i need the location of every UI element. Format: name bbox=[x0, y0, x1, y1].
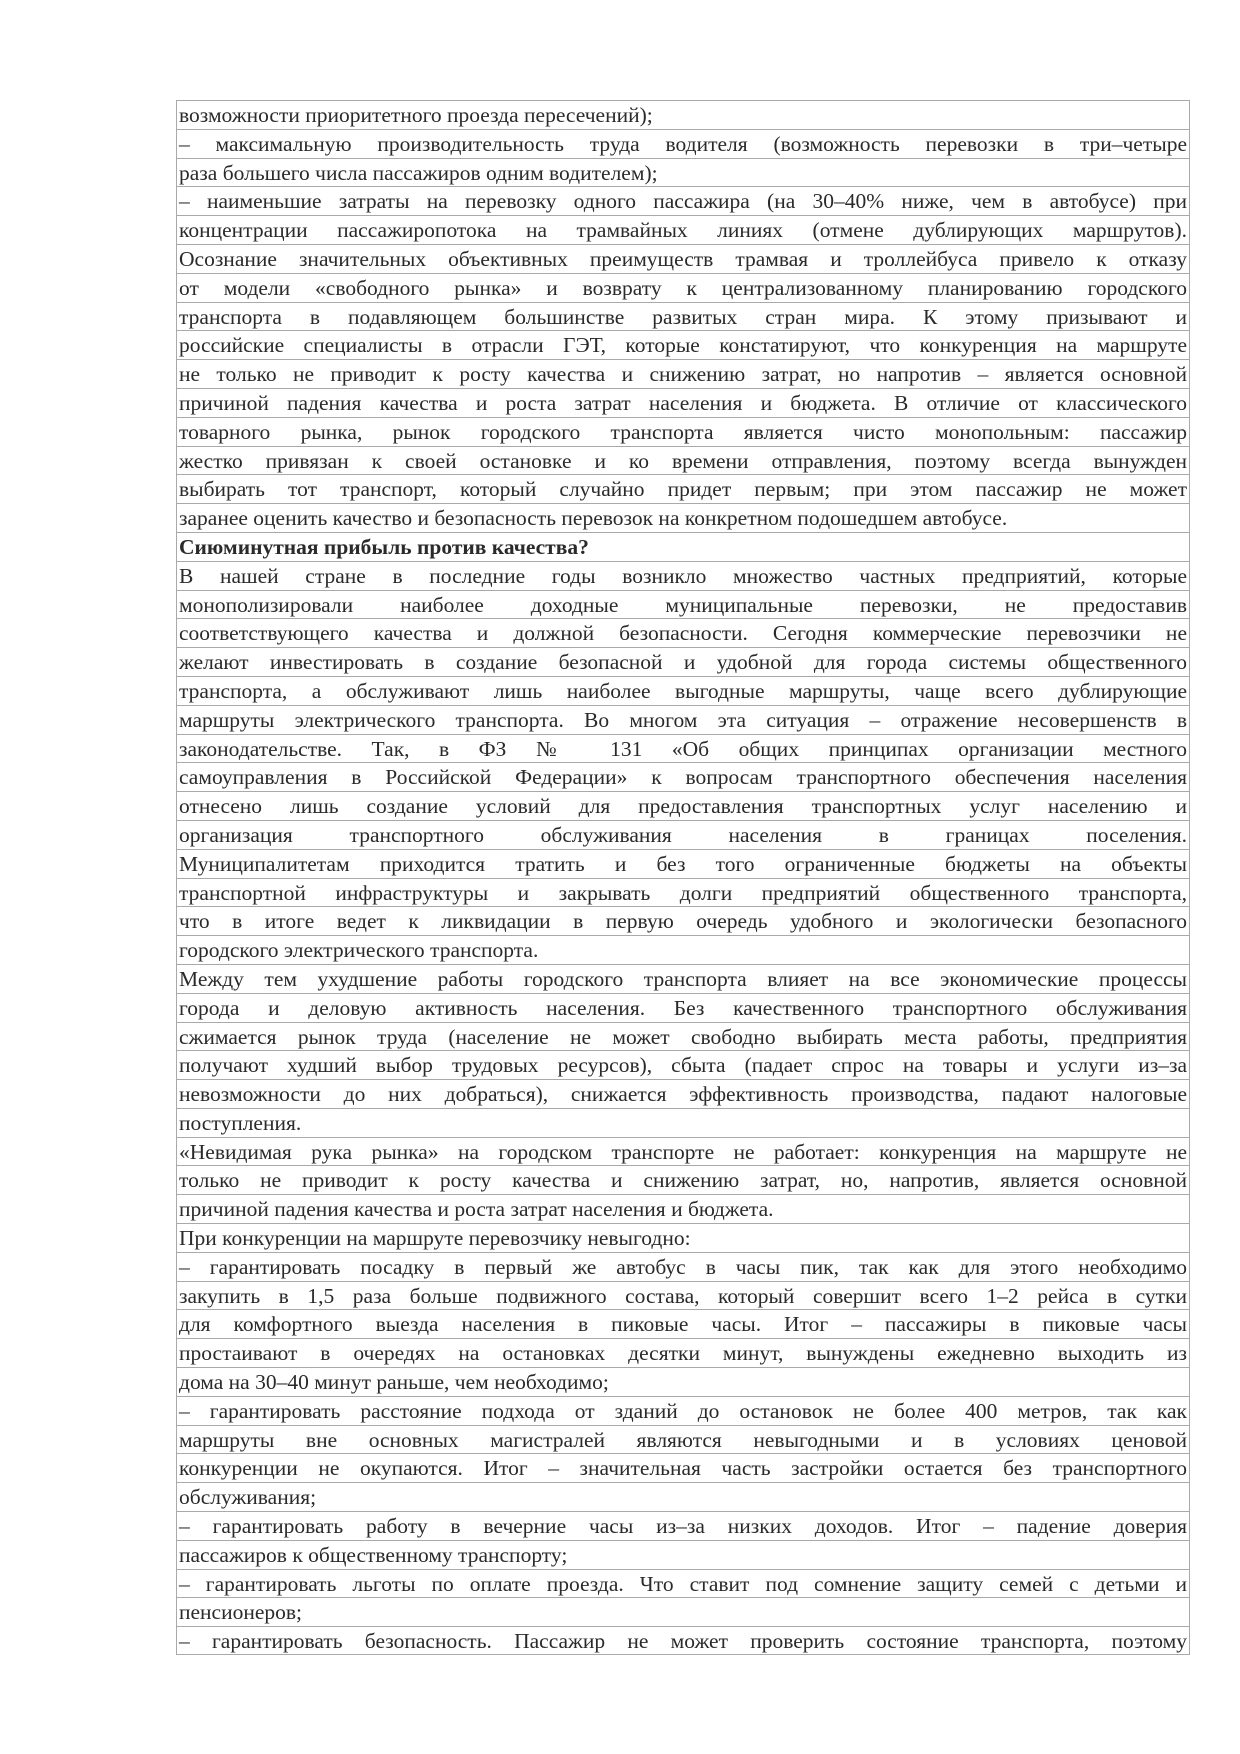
text-line: маршруты вне основных магистралей являются невыгодными и в условиях ценовой bbox=[176, 1425, 1190, 1454]
text-line: концентрации пассажиропотока на трамвайных линиях (отмене дублирующих маршрутов). bbox=[176, 215, 1190, 244]
text-line: пассажиров к общественному транспорту; bbox=[176, 1540, 1190, 1569]
text-line: выбирать тот транспорт, который случайно придет первым; при этом пассажир не может bbox=[176, 474, 1190, 503]
text-line: дома на 30–40 минут раньше, чем необходимо; bbox=[176, 1367, 1190, 1396]
text-line: Осознание значительных объективных преимуществ трамвая и троллейбуса привело к отказу bbox=[176, 244, 1190, 273]
text-line: российские специалисты в отрасли ГЭТ, которые констатируют, что конкуренция на маршруте bbox=[176, 330, 1190, 359]
text-line: причиной падения качества и роста затрат населения и бюджета. В отличие от классического bbox=[176, 388, 1190, 417]
text-line: невозможности до них добраться), снижается эффективность производства, падают налоговые bbox=[176, 1079, 1190, 1108]
text-line: товарного рынка, рынок городского транспорта является чисто монопольным: пассажир bbox=[176, 417, 1190, 446]
text-line: – максимальную производительность труда водителя (возможность перевозки в три–четыре bbox=[176, 129, 1190, 158]
text-line: отнесено лишь создание условий для предоставления транспортных услуг населению и bbox=[176, 791, 1190, 820]
text-line: от модели «свободного рынка» и возврату к централизованному планированию городского bbox=[176, 273, 1190, 302]
section-heading: Сиюминутная прибыль против качества? bbox=[176, 532, 1190, 561]
text-line: раза большего числа пассажиров одним водителем); bbox=[176, 158, 1190, 187]
text-line: самоуправления в Российской Федерации» к вопросам транспортного обеспечения населения bbox=[176, 762, 1190, 791]
text-line: – наименьшие затраты на перевозку одного пассажира (на 30–40% ниже, чем в автобусе) при bbox=[176, 186, 1190, 215]
text-line: – гарантировать работу в вечерние часы из–за низких доходов. Итог – падение доверия bbox=[176, 1511, 1190, 1540]
text-line: организация транспортного обслуживания населения в границах поселения. bbox=[176, 820, 1190, 849]
text-line: не только не приводит к росту качества и снижению затрат, но напротив – является основной bbox=[176, 359, 1190, 388]
document-page bbox=[176, 100, 1190, 1655]
text-line: В нашей стране в последние годы возникло множество частных предприятий, которые bbox=[176, 561, 1190, 590]
text-line: Между тем ухудшение работы городского транспорта влияет на все экономические процессы bbox=[176, 964, 1190, 993]
text-line: – гарантировать безопасность. Пассажир не может проверить состояние транспорта, поэтому bbox=[176, 1626, 1190, 1655]
text-line: При конкуренции на маршруте перевозчику невыгодно: bbox=[176, 1223, 1190, 1252]
text-line: – гарантировать посадку в первый же автобус в часы пик, так как для этого необходимо bbox=[176, 1252, 1190, 1281]
text-line: простаивают в очередях на остановках десятки минут, вынуждены ежедневно выходить из bbox=[176, 1338, 1190, 1367]
text-line: желают инвестировать в создание безопасной и удобной для города системы общественного bbox=[176, 647, 1190, 676]
text-line: жестко привязан к своей остановке и ко времени отправления, поэтому всегда вынужден bbox=[176, 446, 1190, 475]
text-line: сжимается рынок труда (население не может свободно выбирать места работы, предприятия bbox=[176, 1022, 1190, 1051]
text-line: маршруты электрического транспорта. Во многом эта ситуация – отражение несовершенств в bbox=[176, 705, 1190, 734]
text-line: поступления. bbox=[176, 1108, 1190, 1137]
text-line: городского электрического транспорта. bbox=[176, 935, 1190, 964]
text-line: конкуренции не окупаются. Итог – значительная часть застройки остается без транспортного bbox=[176, 1453, 1190, 1482]
text-line: только не приводит к росту качества и снижению затрат, но, напротив, является основной bbox=[176, 1165, 1190, 1194]
text-line: причиной падения качества и роста затрат населения и бюджета. bbox=[176, 1194, 1190, 1223]
text-line: для комфортного выезда населения в пиковые часы. Итог – пассажиры в пиковые часы bbox=[176, 1309, 1190, 1338]
text-line: транспортной инфраструктуры и закрывать долги предприятий общественного транспорта, bbox=[176, 878, 1190, 907]
text-line: заранее оценить качество и безопасность перевозок на конкретном подошедшем автобусе. bbox=[176, 503, 1190, 532]
text-line: «Невидимая рука рынка» на городском транспорте не работает: конкуренция на маршруте не bbox=[176, 1137, 1190, 1166]
text-line: транспорта, а обслуживают лишь наиболее выгодные маршруты, чаще всего дублирующие bbox=[176, 676, 1190, 705]
text-line: Муниципалитетам приходится тратить и без того ограниченные бюджеты на объекты bbox=[176, 849, 1190, 878]
text-line: транспорта в подавляющем большинстве развитых стран мира. К этому призывают и bbox=[176, 302, 1190, 331]
text-line: что в итоге ведет к ликвидации в первую очередь удобного и экологически безопасного bbox=[176, 906, 1190, 935]
text-line: законодательстве. Так, в ФЗ № 131 «Об общих принципах организации местного bbox=[176, 734, 1190, 763]
text-line: пенсионеров; bbox=[176, 1597, 1190, 1626]
text-line: города и деловую активность населения. Без качественного транспортного обслуживания bbox=[176, 993, 1190, 1022]
text-line: возможности приоритетного проезда пересечений); bbox=[176, 100, 1190, 129]
text-line: монополизировали наиболее доходные муниципальные перевозки, не предоставив bbox=[176, 590, 1190, 619]
text-line: закупить в 1,5 раза больше подвижного состава, который совершит всего 1–2 рейса в сутки bbox=[176, 1281, 1190, 1310]
text-line: – гарантировать расстояние подхода от зданий до остановок не более 400 метров, так как bbox=[176, 1396, 1190, 1425]
text-line: соответствующего качества и должной безопасности. Сегодня коммерческие перевозчики не bbox=[176, 618, 1190, 647]
text-line: получают худший выбор трудовых ресурсов), сбыта (падает спрос на товары и услуги из–за bbox=[176, 1050, 1190, 1079]
text-line: обслуживания; bbox=[176, 1482, 1190, 1511]
text-line: – гарантировать льготы по оплате проезда. Что ставит под сомнение защиту семей с детьми и bbox=[176, 1569, 1190, 1598]
